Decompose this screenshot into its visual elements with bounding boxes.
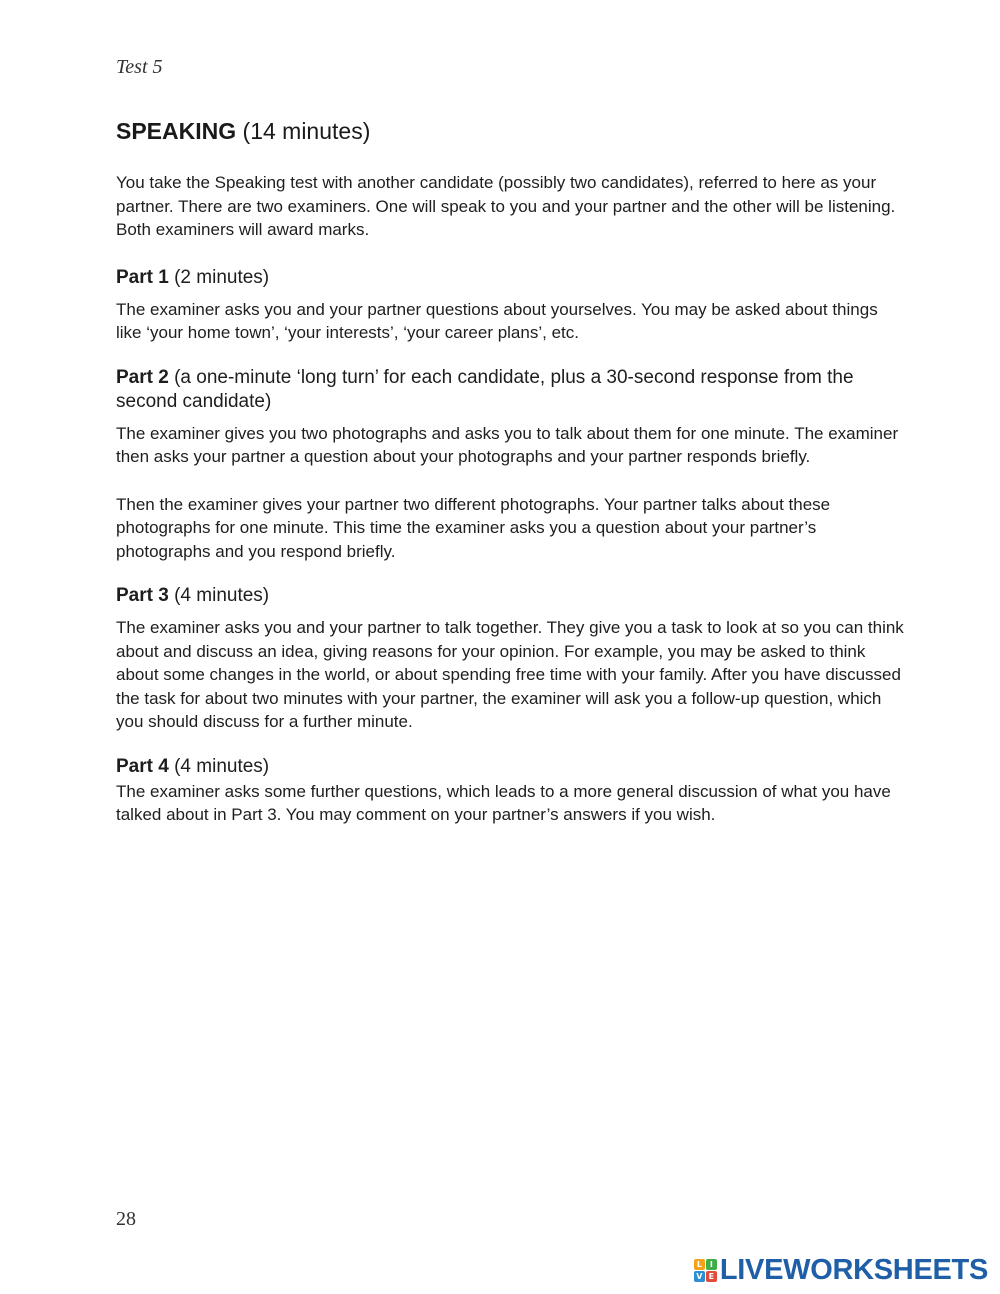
section-title	[116, 118, 906, 145]
liveworksheets-wordmark: LIVEWORKSHEETS	[719, 1253, 988, 1286]
logo-cell-i: I	[706, 1259, 717, 1270]
running-head: Test 5	[116, 56, 163, 78]
liveworksheets-brand[interactable]	[694, 1250, 988, 1290]
part-2-heading	[116, 366, 906, 414]
part-2-text-1: The examiner gives you two photographs and asks you to talk about them for one minute. The examiner then asks your partner a question about your photographs and your partner responds briefly.	[116, 423, 899, 466]
part-4	[116, 755, 906, 827]
part-2	[116, 366, 906, 564]
part-1-heading	[116, 266, 906, 290]
part-1	[116, 266, 906, 345]
logo-cell-l: L	[694, 1259, 705, 1270]
section-title-duration: (14 minutes)	[236, 118, 371, 144]
speaking-section	[116, 118, 906, 848]
part-3-label: Part 3	[116, 585, 169, 606]
part-2-duration: (a one-minute ‘long turn’ for each candidate, plus a 30-second response from the second candidate)	[116, 366, 854, 412]
part-3-heading	[116, 584, 906, 608]
part-4-heading	[116, 755, 906, 779]
part-1-duration: (2 minutes)	[168, 266, 270, 288]
part-4-duration: (4 minutes)	[168, 755, 270, 777]
part-1-label: Part 1	[116, 266, 169, 288]
part-2-text-2: Then the examiner gives your partner two different photographs. Your partner talks about these photographs for one minute. This time the examiner asks you a question about your partner’s photographs and you respond briefly.	[116, 494, 831, 561]
part-4-text: The examiner asks some further questions, which leads to a more general discussion of what you have talked about in Part 3. You may comment on your partner’s answers if you wish.	[116, 781, 891, 824]
part-1-text: The examiner asks you and your partner questions about yourselves. You may be asked about things like ‘your home town’, ‘your interests’, ‘your career plans’, etc.	[116, 299, 878, 342]
section-intro: You take the Speaking test with another candidate (possibly two candidates), referred to here as your partner. There are two examiners. One will speak to you and your partner and the other will be listening. Both examiners will award marks.	[116, 173, 896, 239]
logo-cell-v: V	[694, 1271, 705, 1282]
section-title-bold: SPEAKING	[116, 118, 237, 144]
logo-cell-e: E	[706, 1271, 717, 1282]
part-3-text: The examiner asks you and your partner to talk together. They give you a task to look at so you can think about and discuss an idea, giving reasons for your opinion. For example, you may be asked to think about some changes in the world, or about spending free time with your family. After you have discussed the task for about two minutes with your partner, the examiner will ask you a follow-up question, which you should discuss for a further minute.	[116, 618, 904, 731]
part-3-duration: (4 minutes)	[168, 585, 270, 606]
part-3	[116, 584, 906, 734]
part-2-label: Part 2	[116, 366, 169, 388]
liveworksheets-logo-icon	[694, 1259, 717, 1282]
page-number: 28	[116, 1208, 136, 1230]
part-4-label: Part 4	[116, 755, 169, 777]
